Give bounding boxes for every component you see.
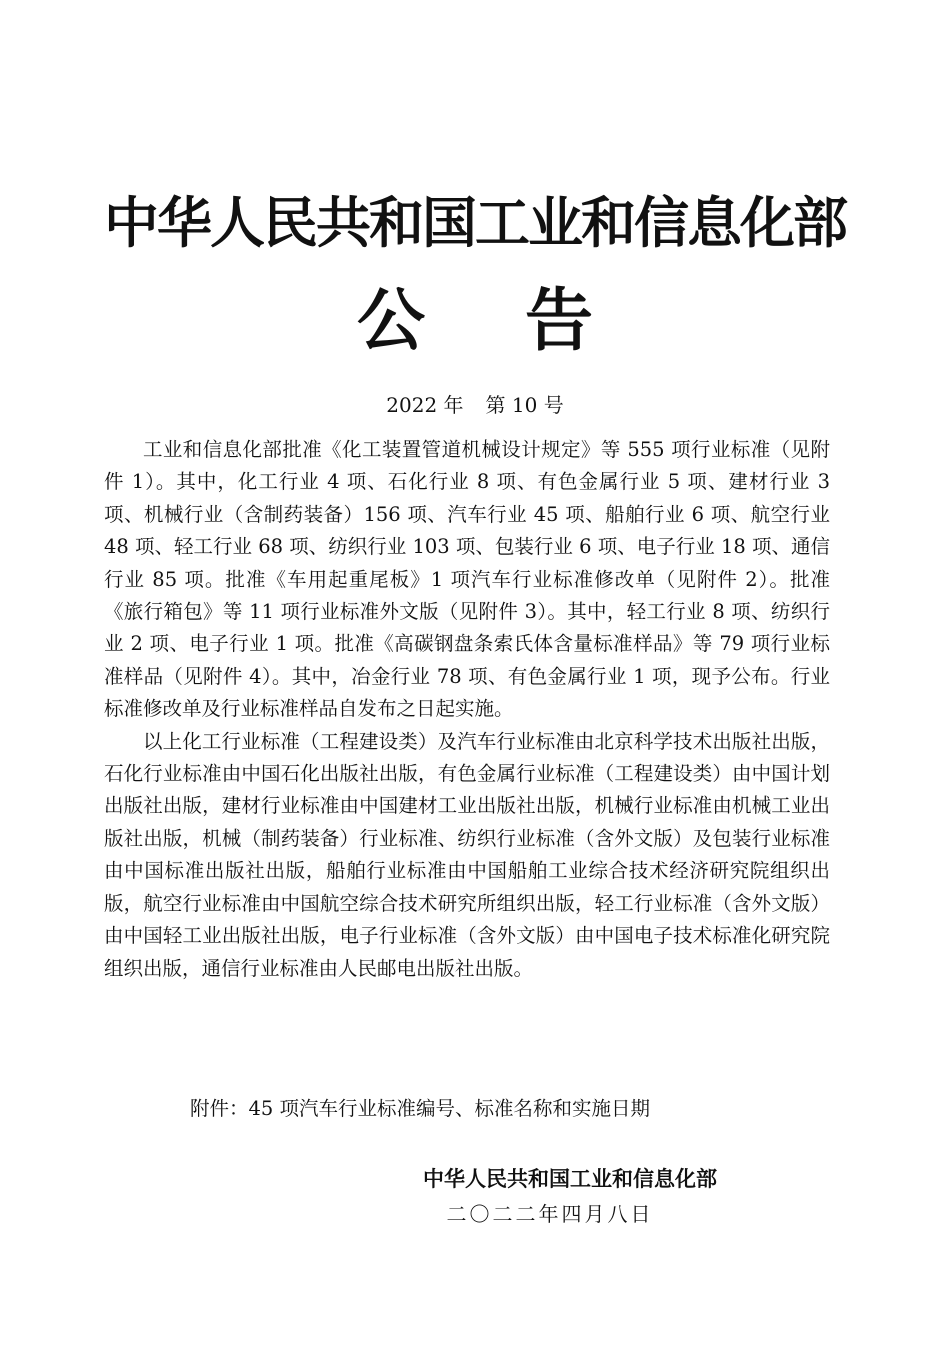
notice-body [104, 434, 830, 985]
notice-title [0, 282, 950, 362]
document-number [0, 390, 950, 420]
notice-title-char-2: 告 [525, 282, 594, 361]
notice-title-char-1: 公 [356, 282, 425, 361]
body-paragraph-2: 以上化工行业标准（工程建设类）及汽车行业标准由北京科学技术出版社出版，石化行业标准由中国石化出版社出版，有色金属行业标准（工程建设类）由中国计划出版社出版，建材行业标准由中国建材工业出版社出版，机械行业标准由机械工业出版社出版，机械（制药装备）行业标准、纺织行业标准（含外文版）及包装行业标准由中国标准出版社出版，船舶行业标准由中国船舶工业综合技术经济研究院组织出版，航空行业标准由中国航空综合技术研究所组织出版，轻工行业标准（含外文版）由中国轻工业出版社出版，电子行业标准（含外文版）由中国电子技术标准化研究院组织出版，通信行业标准由人民邮电出版社出版。 [104, 729, 830, 980]
body-paragraph-1: 工业和信息化部批准《化工装置管道机械设计规定》等 555 项行业标准（见附件 1）。其中，化工行业 4 项、石化行业 8 项、有色金属行业 5 项、建材行业 3 项、机械行业（含制药装备）156 项、汽车行业 45 项、船舶行业 6 项、航空行业 48 项、轻工行业 68 项、纺织行业 103 项、包装行业 6 项、电子行业 18 项、通信行业 85 项。批准《车用起重尾板》1 项汽车行业标准修改单（见附件 2）。批准《旅行箱包》等 11 项行业标准外文版（见附件 3）。其中，轻工行业 8 项、纺织行业 2 项、电子行业 1 项。批准《高碳钢盘条索氏体含量标准样品》等 79 项行业标准样品（见附件 4）。其中，冶金行业 78 项、有色金属行业 1 项，现予公布。行业标准修改单及行业标准样品自发布之日起实施。 [104, 438, 830, 721]
signature-organization: 中华人民共和国工业和信息化部 [423, 1167, 717, 1191]
document-year: 2022 年 [386, 393, 464, 417]
attachment-line: 附件：45 项汽车行业标准编号、标准名称和实施日期 [190, 1097, 651, 1120]
document-issue-number: 第 10 号 [485, 393, 564, 417]
signature-date: 二〇二二年四月八日 [446, 1202, 654, 1226]
signature-block [380, 1163, 760, 1230]
ministry-title: 中华人民共和国工业和信息化部 [103, 191, 846, 255]
